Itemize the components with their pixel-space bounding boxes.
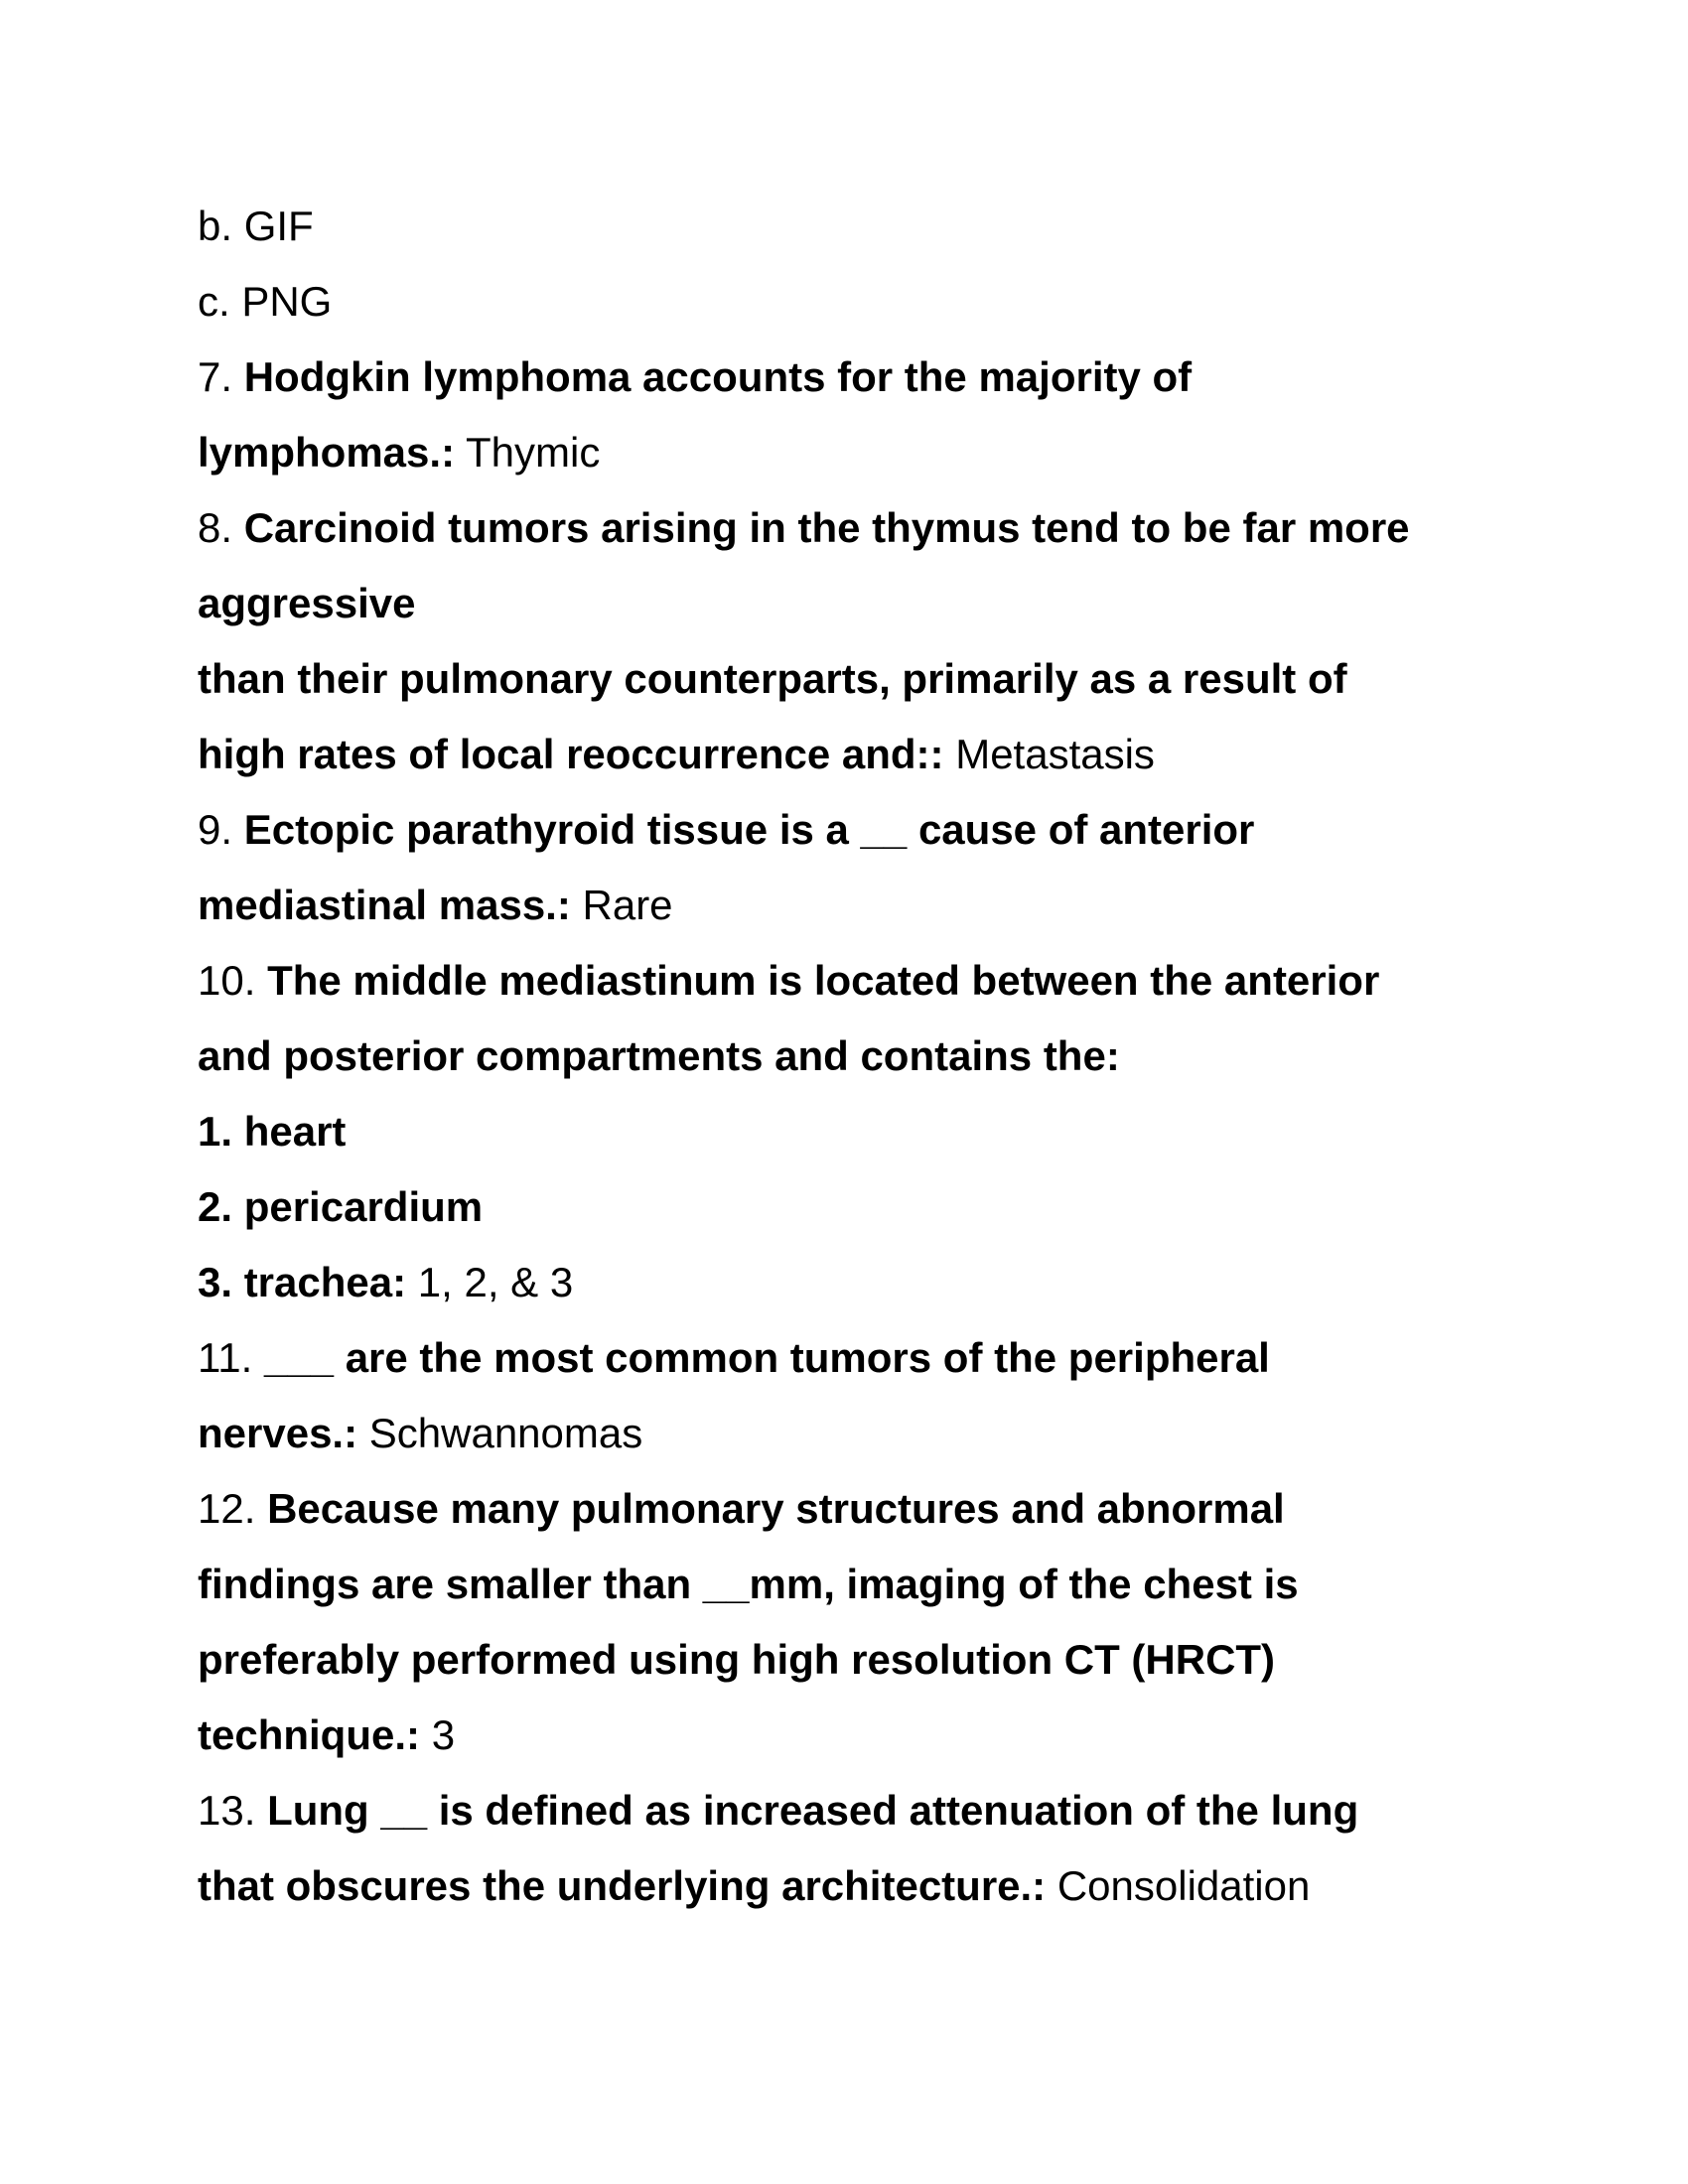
question-text: Hodgkin lymphoma accounts for the majority of — [243, 353, 1193, 400]
question-11-line-1 — [198, 1320, 1508, 1396]
question-10-line-5 — [198, 1245, 1508, 1320]
question-number: 8. — [198, 504, 233, 551]
question-8-line-3: than their pulmonary counterparts, primarily as a result of — [198, 655, 1347, 702]
question-text: mediastinal mass.: — [198, 882, 571, 928]
question-text: The middle mediastinum is located between the anterior — [267, 957, 1380, 1004]
answer-text: Metastasis — [955, 731, 1155, 777]
answer-text: 1, 2, & 3 — [417, 1259, 574, 1305]
question-12-line-3: preferably performed using high resolution CT (HRCT) — [198, 1636, 1276, 1683]
question-9-line-2 — [198, 868, 1508, 943]
question-12-line-2: findings are smaller than __mm, imaging of the chest is — [198, 1561, 1299, 1607]
question-number: 12. — [198, 1485, 256, 1532]
question-10-line-2: and posterior compartments and contains the: — [198, 1032, 1120, 1079]
question-text: nerves.: — [198, 1410, 358, 1456]
question-text: that obscures the underlying architecture.: — [198, 1862, 1047, 1909]
option-c: c. PNG — [198, 278, 333, 325]
option-b: b. GIF — [198, 203, 314, 249]
question-11-line-2 — [198, 1396, 1508, 1471]
question-text: Carcinoid tumors arising in the thymus tend to be far more — [243, 504, 1410, 551]
answer-text: Rare — [582, 882, 673, 928]
question-text: high rates of local reoccurrence and:: — [198, 731, 944, 777]
question-text: Ectopic parathyroid tissue is a __ cause of anterior — [243, 806, 1255, 853]
question-number: 10. — [198, 957, 256, 1004]
question-8-line-1 — [198, 490, 1508, 566]
answer-text: Schwannomas — [368, 1410, 643, 1456]
question-number: 9. — [198, 806, 233, 853]
question-number: 7. — [198, 353, 233, 400]
question-10-line-3: 1. heart — [198, 1108, 347, 1155]
question-10-line-4: 2. pericardium — [198, 1183, 484, 1230]
question-10-line-1 — [198, 943, 1508, 1019]
question-text: lymphomas.: — [198, 429, 456, 476]
answer-text: Thymic — [465, 429, 601, 476]
question-7-line-2 — [198, 415, 1508, 490]
question-8-line-4 — [198, 717, 1508, 792]
answer-text: Consolidation — [1056, 1862, 1311, 1909]
question-text: technique.: — [198, 1711, 421, 1758]
question-text: 3. trachea: — [198, 1259, 407, 1305]
question-text: ___ are the most common tumors of the peripheral — [263, 1334, 1270, 1381]
document-content — [198, 189, 1508, 1924]
question-12-line-1 — [198, 1471, 1508, 1547]
question-7-line-1 — [198, 340, 1508, 415]
question-text: Because many pulmonary structures and abnormal — [267, 1485, 1285, 1532]
question-text: Lung __ is defined as increased attenuation of the lung — [267, 1787, 1359, 1834]
question-12-line-4 — [198, 1698, 1508, 1773]
question-number: 13. — [198, 1787, 256, 1834]
question-8-line-2: aggressive — [198, 580, 416, 626]
question-13-line-1 — [198, 1773, 1508, 1848]
question-13-line-2 — [198, 1848, 1508, 1924]
question-9-line-1 — [198, 792, 1508, 868]
answer-text: 3 — [431, 1711, 456, 1758]
question-number: 11. — [198, 1334, 253, 1381]
